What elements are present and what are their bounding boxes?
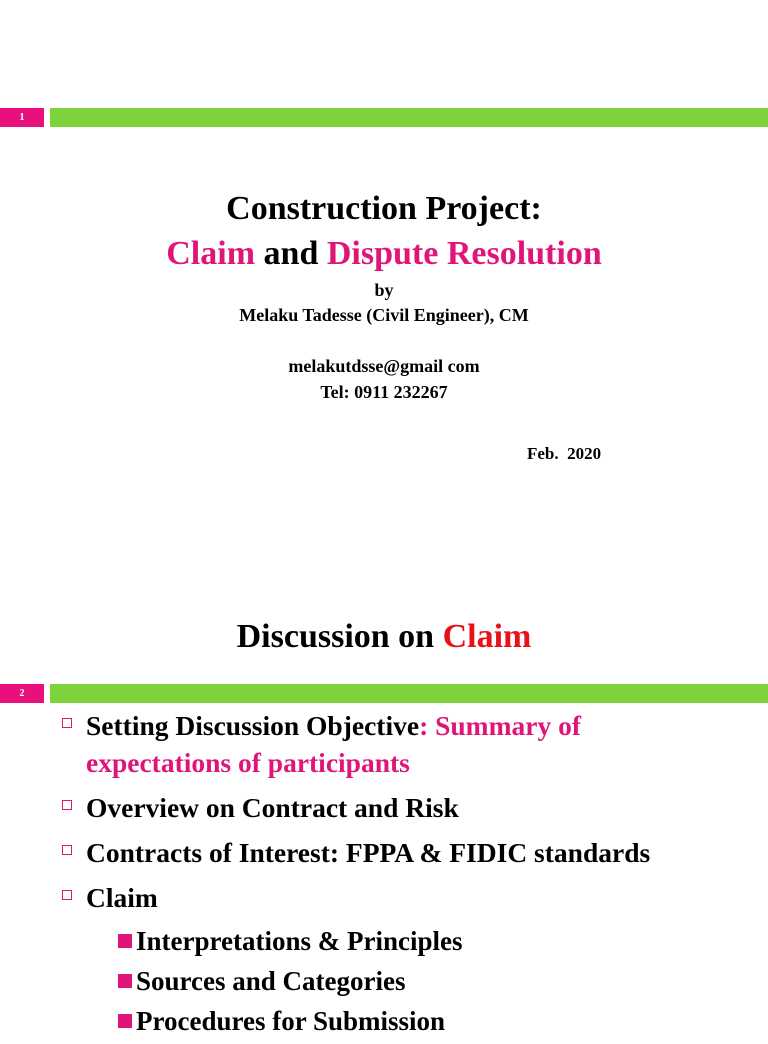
sub-bullet-text: Interpretations & Principles [136,926,463,956]
title-line-1: Construction Project: [226,190,542,227]
sub-bullet-item [0,964,768,998]
page-number: 2 [0,684,44,703]
filled-square-bullet-icon [118,934,132,948]
heading-prefix: Discussion on [236,618,443,655]
claim-word: Claim [166,235,256,272]
bullet-text: Contracts of Interest: FPPA & FIDIC standards [86,837,651,868]
slide-page-bar [0,108,768,127]
sub-bullet-text: Procedures for Submission [136,1006,446,1036]
sub-bullet-item [0,924,768,958]
slide-title [0,190,768,228]
bullet-list [0,707,768,1044]
slide-date: Feb. 2020 [527,444,602,463]
sub-bullet-item [0,1004,768,1038]
bullet-item [0,789,686,826]
hollow-square-bullet-icon [62,890,72,900]
hollow-square-bullet-icon [62,800,72,810]
author-email: melakutdsse@gmail com [288,356,480,376]
bullet-item [0,879,686,916]
filled-square-bullet-icon [118,974,132,988]
bullet-text: Claim [86,882,158,913]
author-name: Melaku Tadesse (Civil Engineer), CM [239,305,529,325]
heading-claim-word: Claim [442,618,532,655]
slide-subtitle [0,235,768,273]
hollow-square-bullet-icon [62,845,72,855]
bullet-text: Overview on Contract and Risk [86,792,459,823]
and-word: and [255,235,327,272]
bullet-item [0,707,686,781]
bullet-item [0,834,768,871]
bullet-highlight: : Summary of expectations of participants [86,710,581,778]
hollow-square-bullet-icon [62,718,72,728]
green-bar [50,108,768,127]
dispute-resolution-words: Dispute Resolution [326,235,602,272]
page-number: 1 [0,108,44,127]
green-bar [50,684,768,703]
filled-square-bullet-icon [118,1014,132,1028]
slide-heading [0,618,768,656]
bullet-text: Setting Discussion Objective [86,710,420,741]
sub-bullet-text: Sources and Categories [136,966,406,996]
slide-page-bar [0,684,768,703]
by-label: by [374,280,394,300]
author-phone: Tel: 0911 232267 [320,382,448,402]
